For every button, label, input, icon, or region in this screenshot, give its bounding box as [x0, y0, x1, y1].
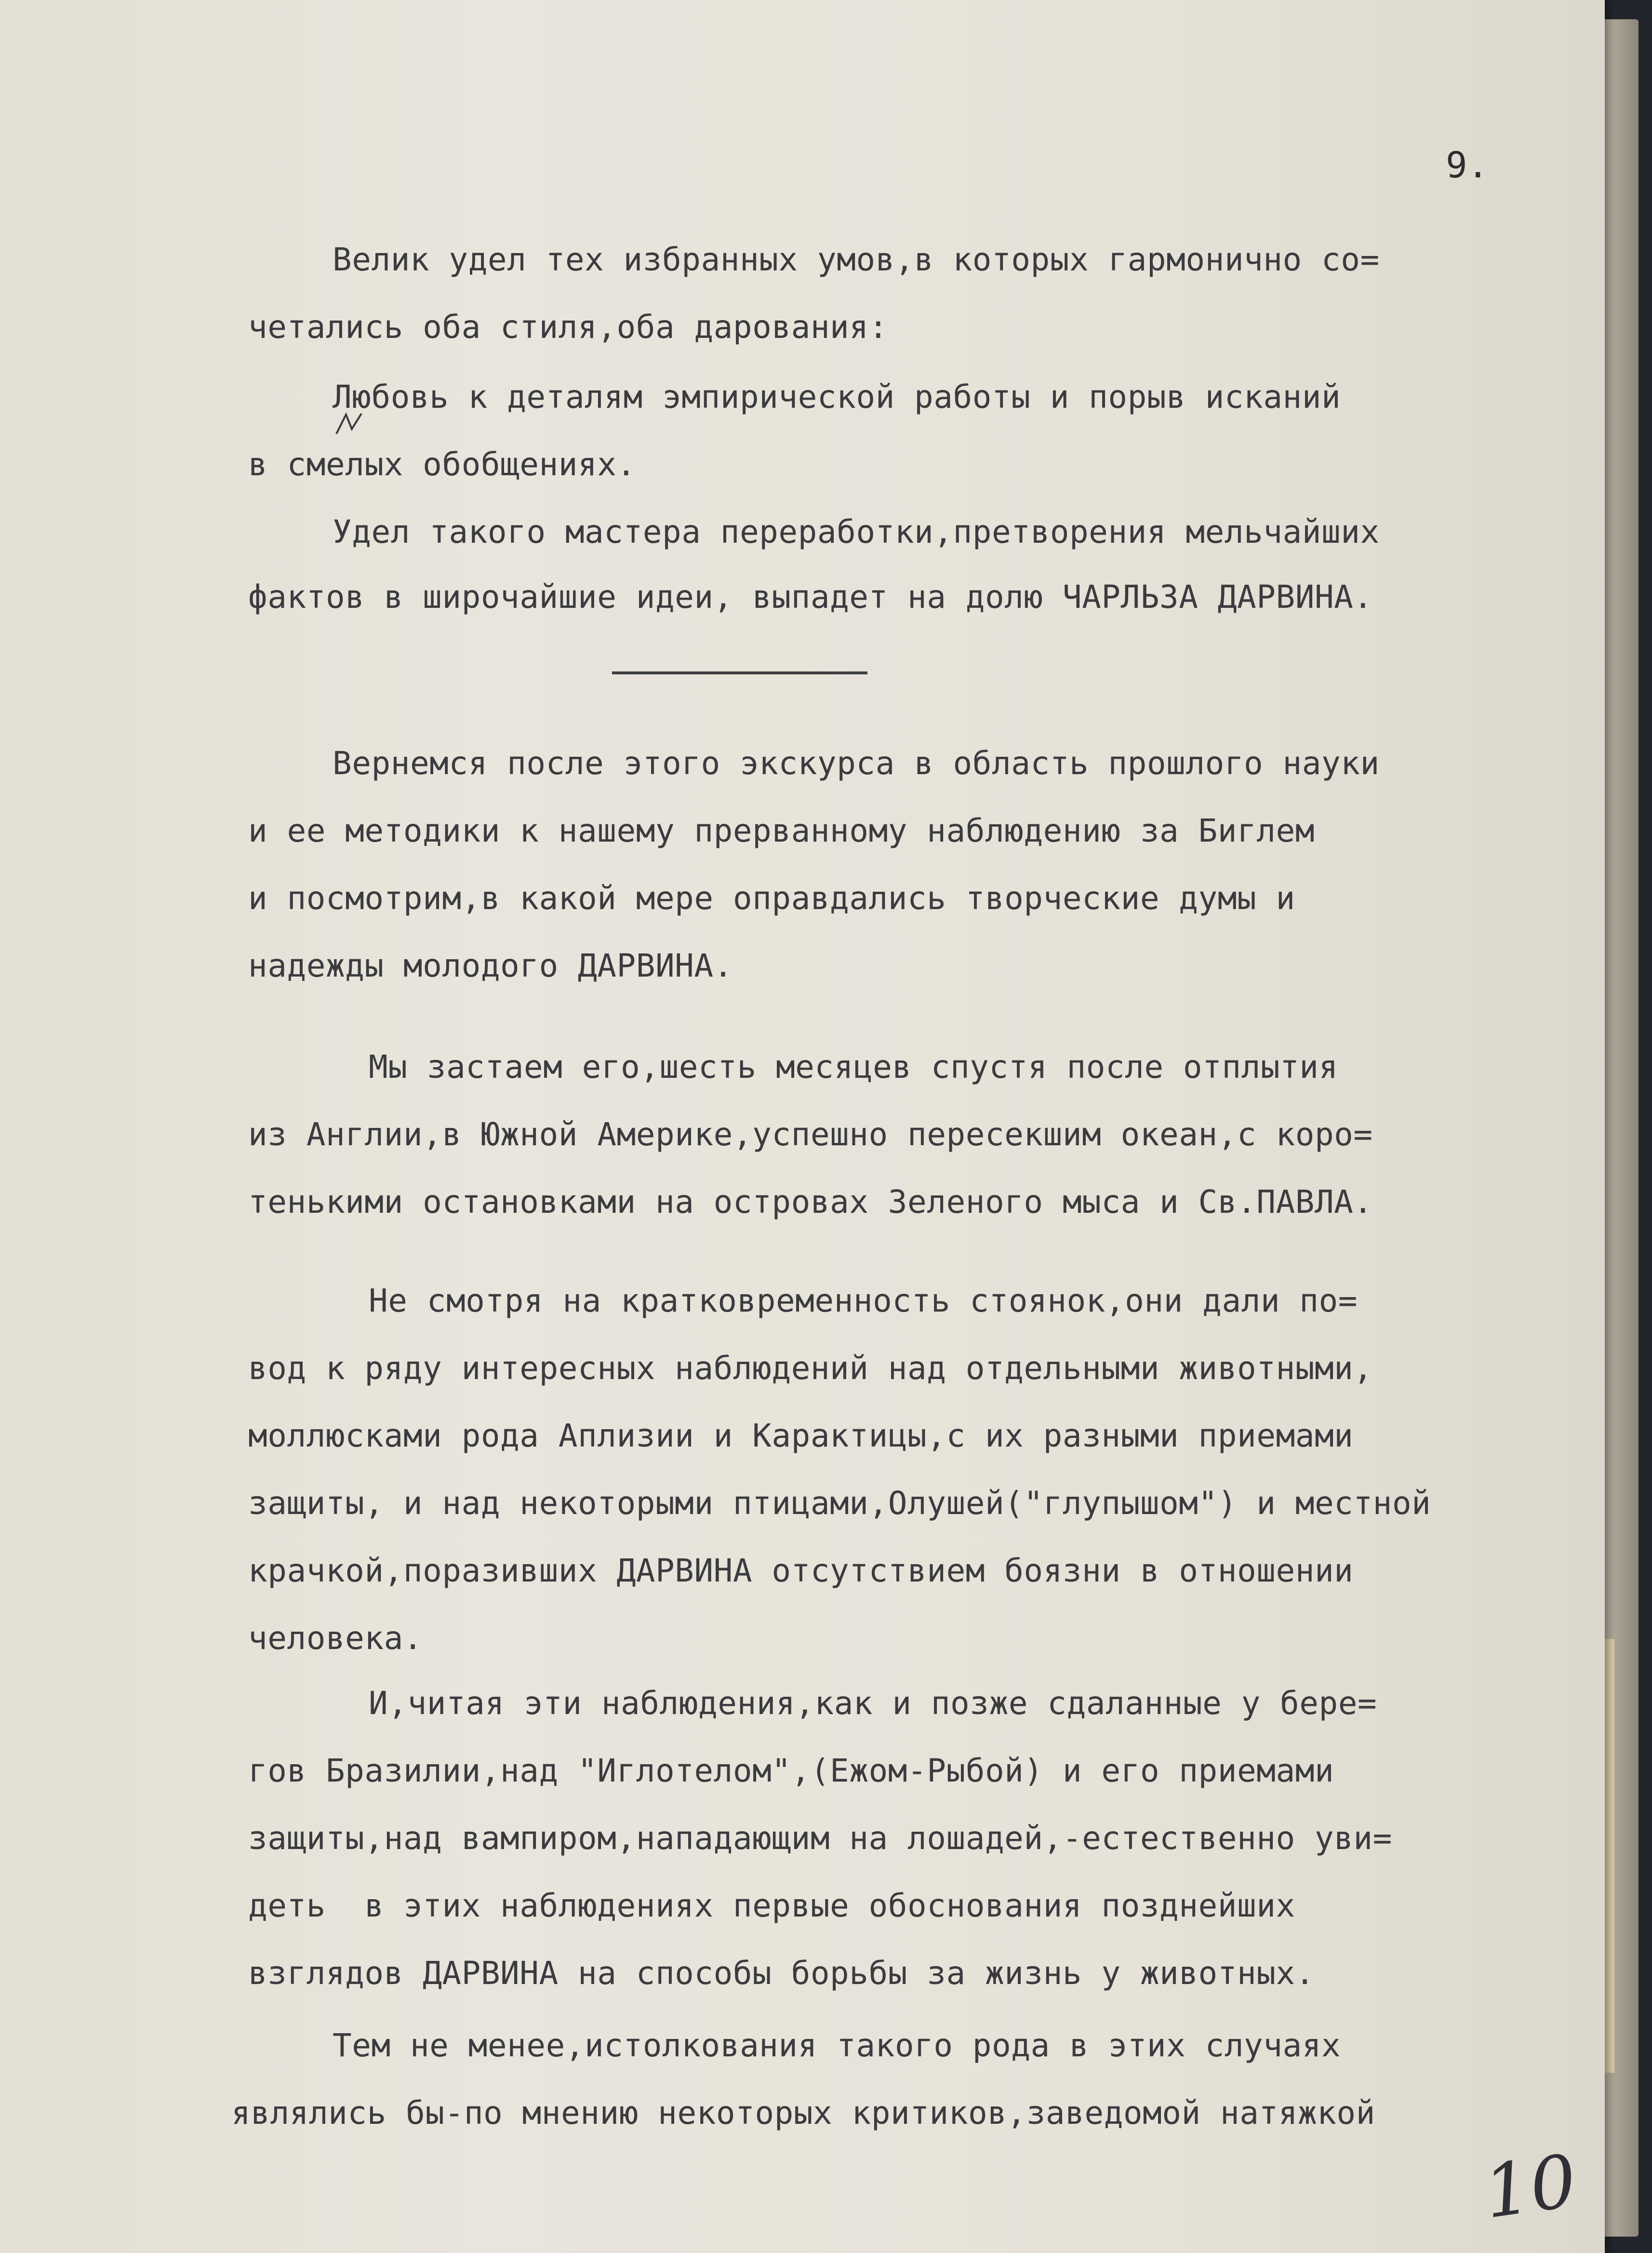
text-line-25: Тем не менее,истолкования такого рода в этих случаях — [333, 2027, 1341, 2064]
text-line-7: Вернемся после этого экскурса в область прошлого науки — [333, 745, 1380, 782]
text-line-3: Любовь к деталям эмпирической работы и порыв исканий — [333, 378, 1341, 416]
text-line-9: и посмотрим,в какой мере оправдались творческие думы и — [248, 880, 1295, 917]
text-line-21: гов Бразилии,над "Иглотелом",(Ежом-Рыбой) и его приемами — [248, 1752, 1334, 1789]
text-line-13: тенькими остановками на островах Зеленого мыса и Св.ПАВЛА. — [248, 1183, 1373, 1220]
text-line-18: крачкой,поразивших ДАРВИНА отсутствием боязни в отношении — [248, 1552, 1354, 1589]
text-line-10: надежды молодого ДАРВИНА. — [248, 947, 733, 984]
text-line-26: являлись бы-по мнению некоторых критиков,заведомой натяжкой — [231, 2094, 1375, 2132]
text-line-15: вод к ряду интересных наблюдений над отдельными животными, — [248, 1350, 1373, 1387]
text-line-23: деть в этих наблюдениях первые обоснования позднейших — [248, 1887, 1295, 1924]
text-line-4: в смелых обобщениях. — [248, 446, 636, 483]
text-line-11: Мы застаем его,шесть месяцев спустя после отплытия — [369, 1048, 1338, 1086]
text-line-2: четались оба стиля,оба дарования: — [248, 308, 888, 346]
text-line-16: моллюсками рода Аплизии и Карактицы,с их разными приемами — [248, 1417, 1354, 1454]
text-line-22: защиты,над вампиром,нападающим на лошадей,-естественно уви= — [248, 1820, 1392, 1857]
text-line-20: И,читая эти наблюдения,как и позже сдаланные у бере= — [369, 1685, 1377, 1722]
text-line-8: и ее методики к нашему прерванному наблюдению за Биглем — [248, 812, 1315, 849]
text-line-12: из Англии,в Южной Америке,успешно пересекшим океан,с коро= — [248, 1116, 1373, 1153]
text-line-5: Удел такого мастера переработки,претворения мельчайших — [333, 513, 1380, 550]
text-line-1: Велик удел тех избранных умов,в которых гармонично со= — [333, 241, 1380, 278]
text-line-24: взглядов ДАРВИНА на способы борьбы за жизнь у животных. — [248, 1955, 1315, 1992]
text-line-19: человека. — [248, 1620, 423, 1657]
text-line-6: фактов в широчайшие идеи, выпадет на долю ЧАРЛЬЗА ДАРВИНА. — [248, 578, 1373, 616]
section-divider — [612, 671, 867, 674]
text-line-14: Не смотря на кратковременность стоянок,они дали по= — [369, 1282, 1358, 1319]
handwritten-page-number: 10 — [1479, 2139, 1582, 2235]
page-number: 9. — [1446, 145, 1489, 186]
text-line-17: защиты, и над некоторыми птицами,Олушей("глупышом") и местной — [248, 1485, 1431, 1522]
handwritten-correction-mark — [333, 410, 371, 439]
